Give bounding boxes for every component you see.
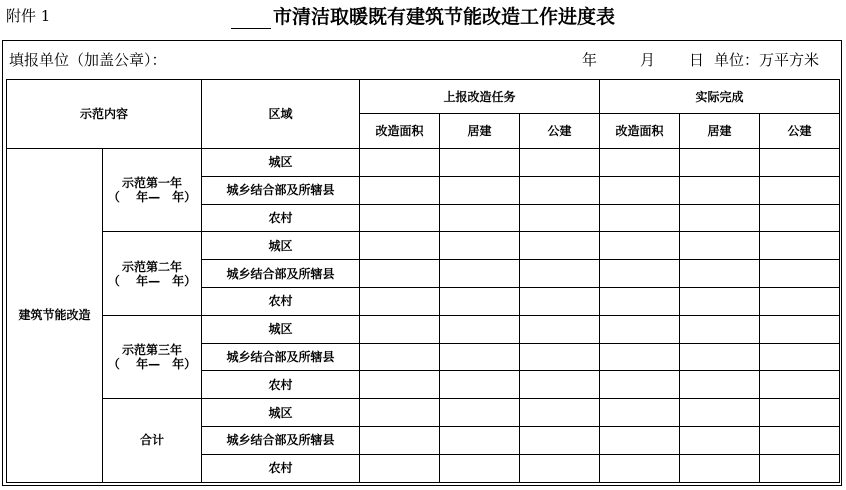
entry-cell[interactable]: [440, 371, 520, 399]
entry-cell[interactable]: [680, 232, 760, 260]
title-city-blank[interactable]: [231, 9, 271, 29]
year-name: 示范第一年: [122, 176, 183, 191]
entry-cell[interactable]: [680, 399, 760, 427]
entry-cell[interactable]: [520, 287, 600, 315]
entry-cell[interactable]: [360, 232, 440, 260]
entry-cell[interactable]: [360, 204, 440, 232]
region-cell: 城乡结合部及所辖县: [202, 260, 360, 288]
entry-cell[interactable]: [360, 426, 440, 454]
region-cell: 城乡结合部及所辖县: [202, 426, 360, 454]
entry-cell[interactable]: [760, 371, 840, 399]
entry-cell[interactable]: [440, 287, 520, 315]
year-range[interactable]: （ 年— 年）: [107, 273, 197, 288]
entry-cell[interactable]: [440, 149, 520, 177]
region-cell: 农村: [202, 287, 360, 315]
entry-cell[interactable]: [760, 426, 840, 454]
entry-cell[interactable]: [520, 371, 600, 399]
year-cell: [103, 149, 202, 232]
entry-cell[interactable]: [520, 454, 600, 482]
entry-cell[interactable]: [680, 371, 760, 399]
entry-cell[interactable]: [440, 399, 520, 427]
entry-cell[interactable]: [680, 315, 760, 343]
entry-cell[interactable]: [760, 315, 840, 343]
header-sub-residential-reported: 居建: [440, 114, 520, 149]
header-actual: 实际完成: [600, 80, 840, 114]
entry-cell[interactable]: [360, 343, 440, 371]
entry-cell[interactable]: [760, 399, 840, 427]
report-sheet: [2, 40, 842, 486]
entry-cell[interactable]: [600, 343, 680, 371]
entry-cell[interactable]: [440, 176, 520, 204]
header-reported: 上报改造任务: [360, 80, 600, 114]
table-row: [7, 232, 840, 260]
entry-cell[interactable]: [760, 287, 840, 315]
month-label[interactable]: 月: [640, 51, 656, 69]
entry-cell[interactable]: [360, 399, 440, 427]
entry-cell[interactable]: [760, 343, 840, 371]
entry-cell[interactable]: [520, 176, 600, 204]
entry-cell[interactable]: [680, 343, 760, 371]
entry-cell[interactable]: [440, 343, 520, 371]
region-cell: 城乡结合部及所辖县: [202, 343, 360, 371]
entry-cell[interactable]: [360, 176, 440, 204]
entry-cell[interactable]: [440, 315, 520, 343]
entry-cell[interactable]: [760, 149, 840, 177]
header-row-1: [7, 80, 840, 114]
year-label[interactable]: 年: [582, 51, 598, 69]
year-cell: [103, 315, 202, 398]
entry-cell[interactable]: [520, 149, 600, 177]
attachment-label: 附件 1: [6, 7, 51, 25]
year-cell: [103, 399, 202, 482]
header-sub-public-actual: 公建: [760, 114, 840, 149]
entry-cell[interactable]: [600, 426, 680, 454]
region-cell: 城区: [202, 232, 360, 260]
entry-cell[interactable]: [520, 399, 600, 427]
entry-cell[interactable]: [680, 454, 760, 482]
region-cell: 农村: [202, 371, 360, 399]
entry-cell[interactable]: [360, 454, 440, 482]
entry-cell[interactable]: [520, 426, 600, 454]
region-cell: 城区: [202, 399, 360, 427]
region-cell: 城区: [202, 315, 360, 343]
fill-row: [9, 49, 837, 71]
entry-cell[interactable]: [760, 232, 840, 260]
year-range[interactable]: （ 年— 年）: [107, 356, 197, 371]
entry-cell[interactable]: [600, 232, 680, 260]
header-area: 区域: [202, 80, 360, 149]
region-cell: 农村: [202, 204, 360, 232]
entry-cell[interactable]: [600, 204, 680, 232]
entry-cell[interactable]: [520, 204, 600, 232]
entry-cell[interactable]: [440, 454, 520, 482]
year-name: 合计: [140, 433, 165, 448]
entry-cell[interactable]: [680, 176, 760, 204]
header-sub-area-reported: 改造面积: [360, 114, 440, 149]
entry-cell[interactable]: [520, 343, 600, 371]
category-cell: 建筑节能改造: [7, 149, 103, 483]
entry-cell[interactable]: [520, 232, 600, 260]
entry-cell[interactable]: [680, 287, 760, 315]
entry-cell[interactable]: [600, 315, 680, 343]
table-row: [7, 149, 840, 177]
entry-cell[interactable]: [360, 315, 440, 343]
entry-cell[interactable]: [600, 260, 680, 288]
year-name: 示范第三年: [122, 342, 183, 357]
year-cell: [103, 232, 202, 315]
entry-cell[interactable]: [440, 204, 520, 232]
measure-unit-label: 单位：万平方米: [714, 51, 820, 69]
progress-table: [6, 79, 840, 483]
entry-cell[interactable]: [440, 260, 520, 288]
title-text: 市清洁取暖既有建筑节能改造工作进度表: [273, 6, 616, 28]
header-sub-area-actual: 改造面积: [600, 114, 680, 149]
header-sub-public-reported: 公建: [520, 114, 600, 149]
region-cell: 城区: [202, 149, 360, 177]
day-label[interactable]: 日: [689, 51, 705, 69]
entry-cell[interactable]: [360, 260, 440, 288]
entry-cell[interactable]: [680, 260, 760, 288]
entry-cell[interactable]: [360, 287, 440, 315]
entry-cell[interactable]: [600, 287, 680, 315]
year-range[interactable]: （ 年— 年）: [107, 190, 197, 205]
entry-cell[interactable]: [760, 204, 840, 232]
entry-cell[interactable]: [760, 454, 840, 482]
header-sub-residential-actual: 居建: [680, 114, 760, 149]
entry-cell[interactable]: [440, 426, 520, 454]
table-row: [7, 315, 840, 343]
entry-cell[interactable]: [760, 260, 840, 288]
entry-cell[interactable]: [520, 260, 600, 288]
entry-cell[interactable]: [680, 204, 760, 232]
entry-cell[interactable]: [360, 371, 440, 399]
entry-cell[interactable]: [440, 232, 520, 260]
entry-cell[interactable]: [600, 454, 680, 482]
entry-cell[interactable]: [600, 371, 680, 399]
header-content: 示范内容: [7, 80, 202, 149]
entry-cell[interactable]: [520, 315, 600, 343]
entry-cell[interactable]: [360, 149, 440, 177]
entry-cell[interactable]: [680, 149, 760, 177]
region-cell: 城乡结合部及所辖县: [202, 176, 360, 204]
year-name: 示范第二年: [122, 259, 183, 274]
page-title: [231, 2, 615, 29]
region-cell: 农村: [202, 454, 360, 482]
table-row: [7, 399, 840, 427]
reporting-unit-label[interactable]: 填报单位（加盖公章）：: [9, 51, 167, 69]
entry-cell[interactable]: [600, 399, 680, 427]
entry-cell[interactable]: [680, 426, 760, 454]
entry-cell[interactable]: [600, 149, 680, 177]
entry-cell[interactable]: [600, 176, 680, 204]
entry-cell[interactable]: [760, 176, 840, 204]
